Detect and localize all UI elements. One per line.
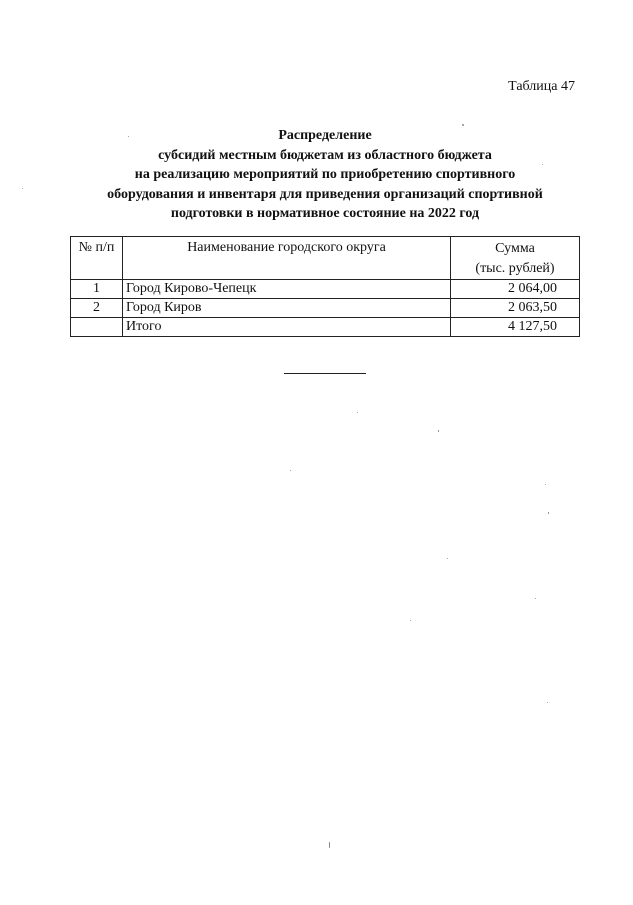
header-sum-line-2: (тыс. рублей) [475, 261, 555, 276]
scan-speck [462, 124, 464, 126]
table-total-row [71, 318, 580, 337]
end-divider-line [284, 373, 366, 374]
title-line-1: Распределение [278, 128, 372, 143]
row-name: Город Киров [123, 299, 451, 318]
header-name: Наименование городского округа [123, 237, 451, 280]
table-row [71, 280, 580, 299]
scan-speck [545, 484, 546, 485]
scan-speck [542, 164, 543, 165]
total-label: Итого [123, 318, 451, 337]
header-sum-line-1: Сумма [495, 241, 535, 256]
scan-speck [548, 512, 549, 514]
total-num [71, 318, 123, 337]
row-num: 2 [71, 299, 123, 318]
row-sum: 2 063,50 [451, 299, 580, 318]
header-sum [451, 237, 580, 280]
row-name: Город Кирово-Чепецк [123, 280, 451, 299]
title-line-3: на реализацию мероприятий по приобретению спортивного [134, 167, 516, 182]
scan-speck [128, 136, 129, 137]
table-row [71, 299, 580, 318]
table-header-row [71, 237, 580, 280]
subsidy-table [70, 236, 580, 337]
title-line-2: субсидий местным бюджетам из областного бюджета [158, 147, 492, 163]
row-num: 1 [71, 280, 123, 299]
table-number-label: Таблица 47 [508, 79, 575, 94]
header-num: № п/п [71, 237, 123, 280]
scan-speck [290, 470, 291, 471]
scan-speck [329, 842, 330, 848]
scan-speck [22, 188, 23, 189]
scan-speck [357, 412, 358, 413]
title-line-4: оборудования и инвентаря для приведения организаций спортивной [107, 186, 543, 202]
scan-speck [447, 558, 448, 559]
title-line-5: подготовки в нормативное состояние на 2022 год [170, 206, 480, 221]
scan-speck [535, 598, 536, 599]
document-title [60, 126, 590, 224]
row-sum: 2 064,00 [451, 280, 580, 299]
scan-speck [438, 430, 439, 432]
scan-speck [547, 702, 548, 703]
scan-speck [410, 620, 411, 621]
total-sum: 4 127,50 [451, 318, 580, 337]
